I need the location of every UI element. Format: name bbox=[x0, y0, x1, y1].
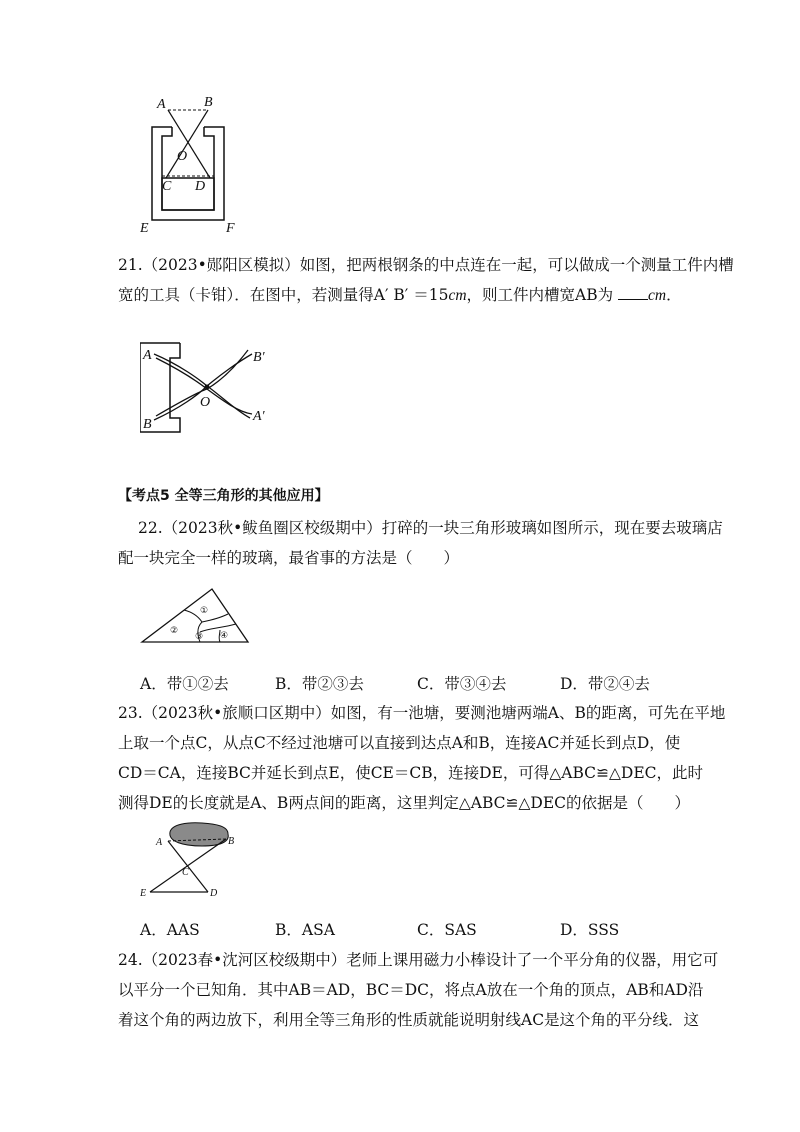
q23-option-a[interactable]: A．AAS bbox=[140, 921, 200, 939]
q21-text-end: ． bbox=[666, 286, 682, 304]
q22-number: 22. bbox=[138, 519, 163, 537]
q22-option-b[interactable]: B．带②③去 bbox=[275, 675, 364, 693]
q21-line1 bbox=[118, 250, 734, 280]
q22-source: （2023秋•鲅鱼圈区校级期中） bbox=[162, 519, 382, 537]
q23-number: 23. bbox=[118, 704, 143, 722]
q21-unit: cm bbox=[448, 287, 467, 304]
q22-line2: 配一块完全一样的玻璃，最省事的方法是（ ） bbox=[118, 549, 460, 567]
fig20-label-A: A bbox=[157, 97, 166, 112]
q21-source: （2023•郧阳区模拟） bbox=[142, 256, 300, 274]
q23-source: （2023秋•旅顺口区期中） bbox=[142, 704, 331, 722]
question-23 bbox=[118, 698, 726, 818]
fig23-label-D: D bbox=[210, 888, 218, 898]
q22-option-c[interactable]: C．带③④去 bbox=[417, 675, 507, 693]
q24-line1 bbox=[118, 945, 719, 975]
fig21-label-B: B bbox=[143, 417, 152, 432]
q23-line1 bbox=[118, 698, 726, 728]
fig20-label-C: C bbox=[162, 179, 172, 194]
question-22 bbox=[118, 513, 723, 573]
q23-line4: 测得DE的长度就是A、B两点间的距离，这里判定△ABC≌△DEC的依据是（ ） bbox=[118, 794, 690, 812]
q23-line3: CD＝CA，连接BC并延长到点E，使CE＝CB，连接DE，可得△ABC≌△DEC，此时 bbox=[118, 764, 704, 782]
q24-source: （2023春•沈河区校级期中） bbox=[142, 951, 347, 969]
fig20-label-F: F bbox=[226, 221, 235, 236]
figure-q23 bbox=[140, 820, 250, 898]
fig21-label-A-prime: A′ bbox=[253, 409, 265, 424]
fig22-piece-1: ① bbox=[200, 606, 209, 616]
q23-option-b[interactable]: B．ASA bbox=[275, 921, 335, 939]
fig23-label-A: A bbox=[156, 837, 163, 848]
fig21-label-O: O bbox=[200, 395, 211, 410]
q21-text-2a: 宽的工具（卡钳）．在图中，若测量得A′ B′ ＝15 bbox=[118, 286, 449, 304]
fig23-label-E: E bbox=[140, 888, 147, 898]
q24-number: 24. bbox=[118, 951, 143, 969]
fig22-piece-4: ④ bbox=[220, 631, 229, 641]
q22-option-a[interactable]: A．带①②去 bbox=[140, 675, 229, 693]
fig20-label-B: B bbox=[204, 95, 213, 110]
q24-line3: 着这个角的两边放下，利用全等三角形的性质就能说明射线AC是这个角的平分线．这 bbox=[118, 1011, 700, 1029]
question-24 bbox=[118, 945, 719, 1035]
q23-option-c[interactable]: C．SAS bbox=[417, 921, 477, 939]
fig21-label-A: A bbox=[143, 348, 152, 363]
q21-answer-blank[interactable] bbox=[618, 285, 648, 300]
q23-line2: 上取一个点C，从点C不经过池塘可以直接到达点A和B，连接AC并延长到点D，使 bbox=[118, 734, 681, 752]
q22-text-1: 打碎的一块三角形玻璃如图所示，现在要去玻璃店 bbox=[381, 519, 723, 537]
q23-text-1: 如图，有一池塘，要测池塘两端A、B的距离，可先在平地 bbox=[330, 704, 726, 722]
fig22-piece-2: ② bbox=[170, 626, 179, 636]
q22-line1 bbox=[118, 513, 723, 543]
fig22-piece-3: ③ bbox=[195, 632, 204, 642]
q21-text-1: 如图，把两根钢条的中点连在一起，可以做成一个测量工件内槽 bbox=[299, 256, 734, 274]
q22-option-d[interactable]: D．带②④去 bbox=[560, 675, 650, 693]
q21-number: 21. bbox=[118, 256, 143, 274]
q24-line2: 以平分一个已知角．其中AB＝AD，BC＝DC，将点A放在一个角的顶点，AB和AD沿 bbox=[118, 981, 704, 999]
fig20-label-E: E bbox=[140, 221, 149, 236]
figure-q21 bbox=[140, 340, 290, 440]
fig20-label-O: O bbox=[177, 149, 188, 164]
q24-text-1: 老师上课用磁力小棒设计了一个平分角的仪器，用它可 bbox=[346, 951, 719, 969]
q21-text-2b: ，则工件内槽宽AB为 bbox=[466, 286, 619, 304]
fig23-label-C: C bbox=[182, 867, 189, 878]
q21-unit-2: cm bbox=[648, 287, 667, 304]
fig23-label-B: B bbox=[228, 836, 235, 847]
fig21-label-B-prime: B′ bbox=[253, 350, 265, 365]
q21-line2 bbox=[118, 280, 682, 311]
figure-q20 bbox=[140, 92, 250, 237]
fig20-label-D: D bbox=[195, 179, 206, 194]
section-heading: 【考点5 全等三角形的其他应用】 bbox=[118, 488, 329, 504]
figure-q22 bbox=[140, 588, 252, 644]
q23-option-d[interactable]: D．SSS bbox=[560, 921, 620, 939]
question-21 bbox=[118, 250, 734, 311]
